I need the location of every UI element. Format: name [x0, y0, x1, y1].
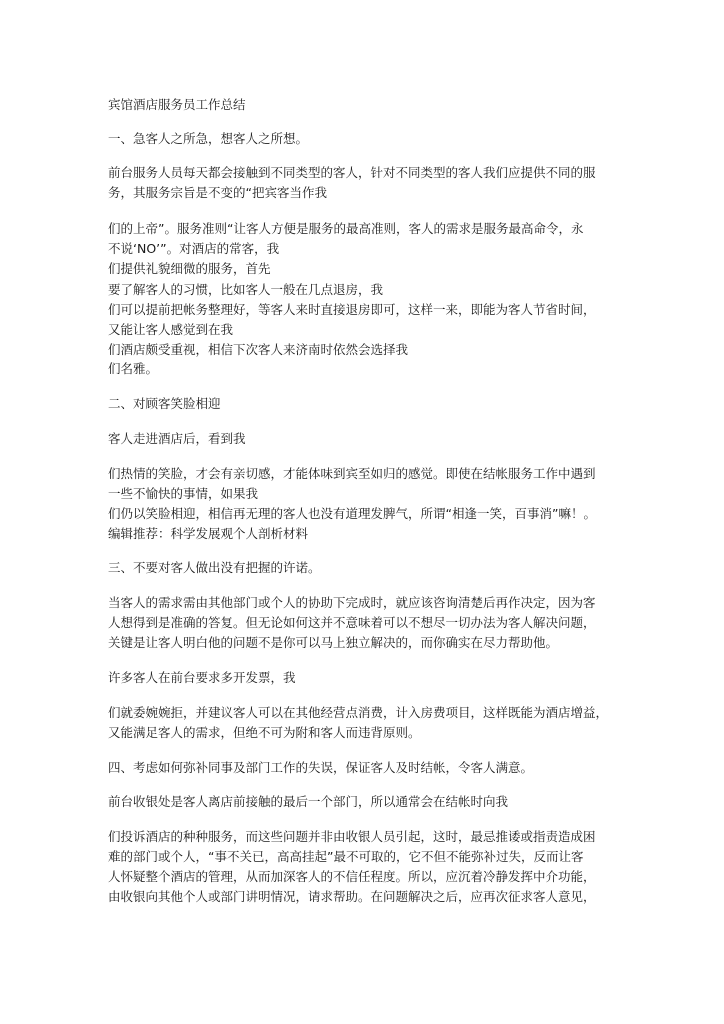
section-heading-3: 三、不要对客人做出没有把握的许诺。: [108, 560, 321, 575]
paragraph-line: 们名雅。: [108, 361, 159, 376]
paragraph-line: 编辑推荐：科学发展观个人剖析材料: [108, 526, 309, 541]
section-heading-1: 一、急客人之所急，想客人之所想。: [108, 131, 309, 146]
section-heading-4: 四、考虑如何弥补同事及部门工作的失误，保证客人及时结帐，令客人满意。: [108, 760, 534, 775]
section-heading-2: 二、对顾客笑脸相迎: [108, 396, 221, 411]
paragraph-line: 客人走进酒店后，看到我: [108, 431, 246, 446]
paragraph-line: 由收银向其他个人或部门讲明情况，请求帮助。在问题解决之后，应再次征求客人意见，: [108, 889, 596, 904]
paragraph-line: 当客人的需求需由其他部门或个人的协助下完成时，就应该咨询清楚后再作决定，因为客: [108, 595, 596, 610]
paragraph-line: 们可以提前把帐务整理好，等客人来时直接退房即可，这样一来，即能为客人节省时间，: [108, 302, 596, 317]
paragraph-line: 不说‘NO’”。对酒店的常客，我: [108, 241, 280, 256]
paragraph-line: 又能让客人感觉到在我: [108, 322, 234, 337]
paragraph-line: 前台服务人员每天都会接触到不同类型的客人，针对不同类型的客人我们应提供不同的服: [108, 165, 596, 180]
paragraph-line: 们投诉酒店的种种服务，而这些问题并非由收银人员引起，这时，最忌推诿或指责造成困: [108, 829, 596, 844]
paragraph-line: 人怀疑整个酒店的管理，从而加深客人的不信任程度。所以，应沉着冷静发挥中介功能，: [108, 869, 596, 884]
paragraph-line: 前台收银处是客人离店前接触的最后一个部门，所以通常会在结帐时向我: [108, 794, 509, 809]
paragraph-line: 们就委婉婉拒，并建议客人可以在其他经营点消费，计入房费项目，这样既能为酒店增益，: [108, 705, 609, 720]
paragraph-line: 又能满足客人的需求，但绝不可为附和客人而违背原则。: [108, 725, 421, 740]
paragraph-line: 许多客人在前台要求多开发票，我: [108, 670, 296, 685]
paragraph-line: 们的上帝”。服务准则“让客人方便是服务的最高准则，客人的需求是服务最高命令，永: [108, 221, 584, 236]
paragraph-line: 们热情的笑脸，才会有亲切感，才能体味到宾至如归的感觉。即使在结帐服务工作中遇到: [108, 466, 596, 481]
paragraph-line: 难的部门或个人，“事不关已，高高挂起”最不可取的，它不但不能弥补过失，反而让客: [108, 849, 584, 864]
paragraph-line: 们酒店颇受重视，相信下次客人来济南时依然会选择我: [108, 342, 409, 357]
paragraph-line: 关键是让客人明白他的问题不是你可以马上独立解决的，而你确实在尽力帮助他。: [108, 635, 559, 650]
paragraph-line: 一些不愉快的事情，如果我: [108, 486, 259, 501]
document-title: 宾馆酒店服务员工作总结: [108, 97, 246, 112]
paragraph-line: 们提供礼貌细微的服务，首先: [108, 261, 271, 276]
paragraph-line: 要了解客人的习惯，比如客人一般在几点退房，我: [108, 282, 384, 297]
paragraph-line: 们仍以笑脸相迎，相信再无理的客人也没有道理发脾气，所谓“相逢一笑，百事消”嘛！。: [108, 506, 596, 521]
paragraph-line: 人想得到是准确的答复。但无论如何这并不意味着可以不想尽一切办法为客人解决问题，: [108, 615, 596, 630]
paragraph-line: 务，其服务宗旨是不变的“把宾客当作我: [108, 185, 327, 200]
